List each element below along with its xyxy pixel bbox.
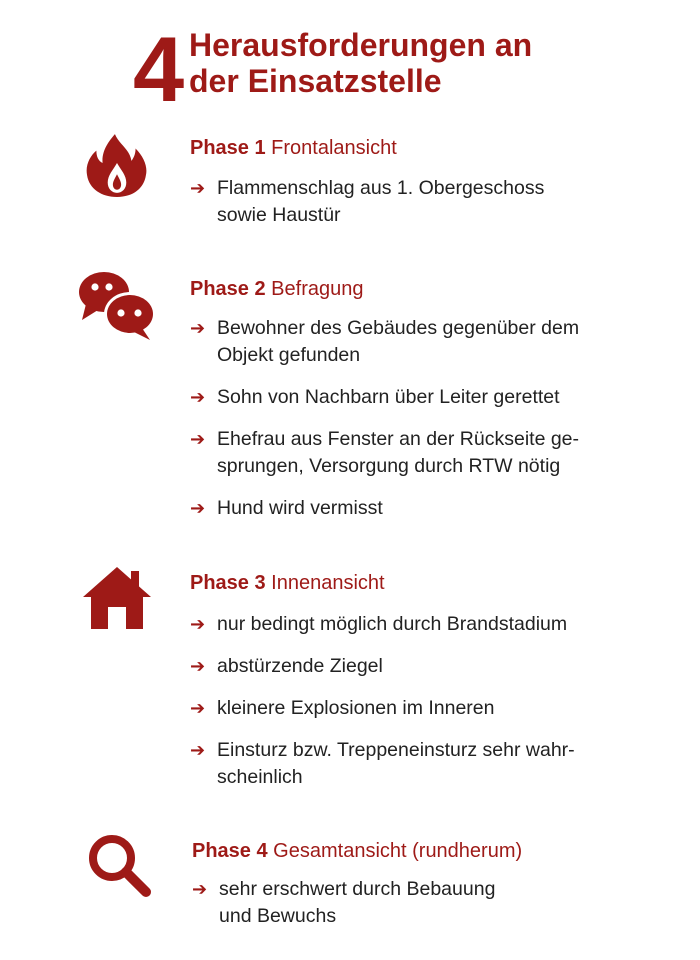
phase-2-heading <box>190 277 363 301</box>
phase-3-list <box>190 611 575 791</box>
phase-2-list <box>190 315 579 522</box>
phase-3-heading <box>190 571 385 595</box>
arrow-icon: ➔ <box>190 498 206 518</box>
list-item: ➔ abstürzende Ziegel <box>190 653 575 680</box>
house-icon <box>82 565 152 631</box>
arrow-icon: ➔ <box>190 656 206 676</box>
arrow-icon: ➔ <box>190 429 206 449</box>
phase-1-name: Frontalansicht <box>271 137 397 159</box>
phase-4-label: Phase 4 <box>192 840 268 862</box>
list-item: ➔ sehr erschwert durch Bebauung und Bewuchs <box>192 878 496 927</box>
magnifier-icon <box>86 832 152 898</box>
phase-4-name: Gesamtansicht (rundherum) <box>273 840 523 862</box>
phase-1-label: Phase 1 <box>190 137 266 159</box>
list-item: ➔ Ehefrau aus Fenster an der Rückseite ge- sprungen, Versorgung durch RTW nötig <box>190 428 580 477</box>
arrow-icon: ➔ <box>190 387 206 407</box>
page-title <box>189 27 659 99</box>
arrow-icon: ➔ <box>190 698 206 718</box>
section-number: 4 <box>133 19 183 121</box>
arrow-icon: ➔ <box>190 614 206 634</box>
chat-bubbles-icon <box>78 270 156 342</box>
list-item: ➔ kleinere Explosionen im Inneren <box>190 695 575 722</box>
list-item: ➔ Bewohner des Gebäudes gegenüber dem Objekt gefunden <box>190 317 580 366</box>
list-item: ➔ Hund wird vermisst <box>190 495 579 522</box>
phase-1-heading <box>190 136 397 160</box>
arrow-icon: ➔ <box>192 879 208 899</box>
phase-3-label: Phase 3 <box>190 572 266 594</box>
phase-1-list <box>190 175 544 229</box>
list-item: ➔ nur bedingt möglich durch Brandstadium <box>190 611 575 638</box>
arrow-icon: ➔ <box>190 740 206 760</box>
phase-4-list <box>192 876 495 930</box>
list-item: ➔ Flammenschlag aus 1. Obergeschoss sowie Haustür <box>190 177 545 226</box>
arrow-icon: ➔ <box>190 178 206 198</box>
list-item: ➔ Einsturz bzw. Treppeneinsturz sehr wahr- scheinlich <box>190 739 575 788</box>
phase-4-heading <box>192 839 522 863</box>
list-item: ➔ Sohn von Nachbarn über Leiter gerettet <box>190 384 579 411</box>
phase-2-name: Befragung <box>271 278 364 300</box>
title-line-2: der Einsatzstelle <box>189 63 442 99</box>
phase-3-name: Innenansicht <box>271 572 385 594</box>
title-line-1: Herausforderungen an <box>189 27 533 63</box>
flame-icon <box>84 132 150 198</box>
header <box>133 19 673 121</box>
phase-2-label: Phase 2 <box>190 278 266 300</box>
arrow-icon: ➔ <box>190 318 206 338</box>
